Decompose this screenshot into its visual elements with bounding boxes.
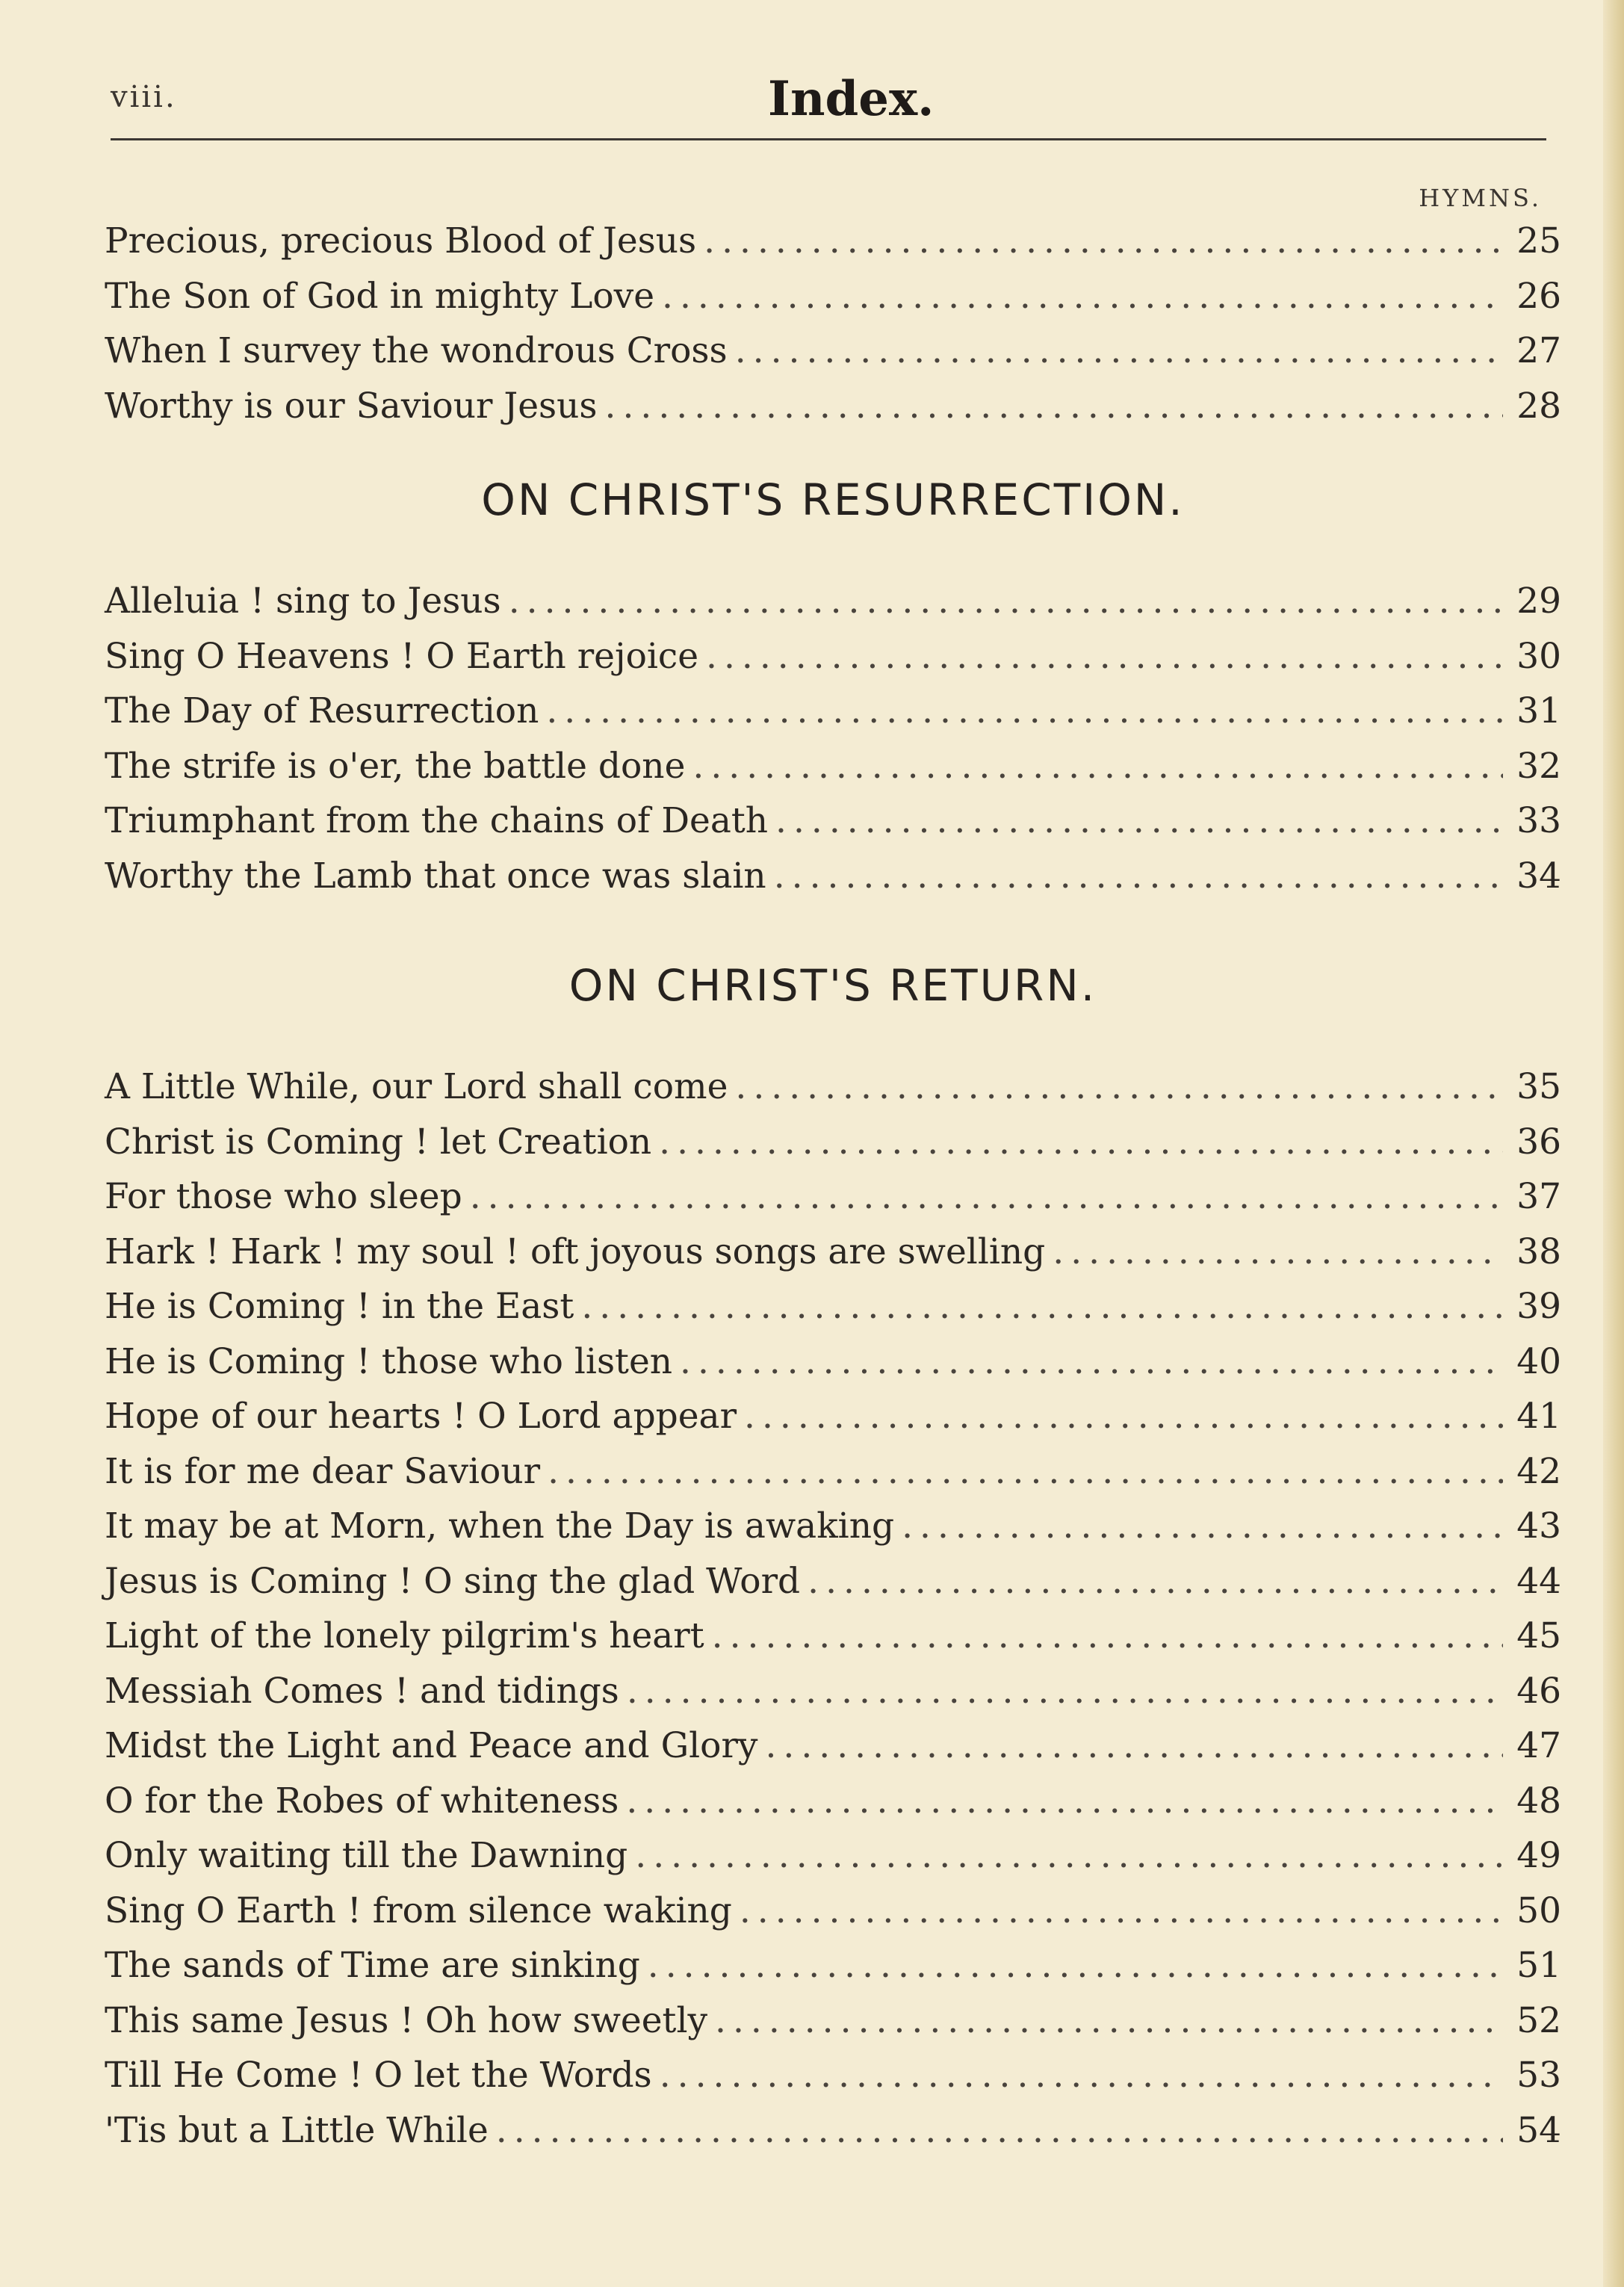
leader-dots — [765, 1718, 1503, 1774]
entry-title: When I survey the wondrous Cross — [105, 330, 728, 371]
leader-dots — [704, 214, 1503, 269]
entry-number: 25 — [1516, 220, 1561, 261]
entry-title: Till He Come ! O let the Words — [105, 2055, 652, 2096]
leader-dots — [808, 1554, 1503, 1609]
index-entry — [105, 1664, 1561, 1719]
leader-dots — [740, 1884, 1503, 1939]
index-entry — [105, 269, 1561, 324]
index-section-resurrection — [105, 574, 1561, 903]
entry-number: 31 — [1516, 690, 1561, 731]
entry-number: 43 — [1516, 1505, 1561, 1547]
entry-number: 33 — [1516, 800, 1561, 841]
leader-dots — [627, 1664, 1503, 1719]
entry-title: He is Coming ! in the East — [105, 1286, 574, 1327]
entry-number: 36 — [1516, 1121, 1561, 1163]
entry-number: 44 — [1516, 1560, 1561, 1602]
page-edge — [1603, 0, 1624, 2287]
leader-dots — [470, 1169, 1503, 1225]
entry-title: Messiah Comes ! and tidings — [105, 1670, 619, 1712]
index-entry — [105, 1169, 1561, 1225]
leader-dots — [692, 739, 1503, 794]
leader-dots — [605, 379, 1503, 434]
entry-number: 39 — [1516, 1286, 1561, 1327]
entry-title: Precious, precious Blood of Jesus — [105, 220, 697, 261]
index-entry — [105, 1774, 1561, 1829]
index-entry — [105, 324, 1561, 379]
entry-number: 32 — [1516, 745, 1561, 787]
entry-title: Sing O Earth ! from silence waking — [105, 1890, 732, 1931]
entry-title: Hope of our hearts ! O Lord appear — [105, 1396, 737, 1437]
index-entry — [105, 1609, 1561, 1664]
entry-number: 38 — [1516, 1231, 1561, 1272]
index-entry — [105, 574, 1561, 629]
entry-title: 'Tis but a Little While — [105, 2109, 489, 2151]
entry-number: 42 — [1516, 1450, 1561, 1492]
header-rule — [111, 138, 1546, 140]
index-entry — [105, 629, 1561, 684]
entry-number: 48 — [1516, 1780, 1561, 1822]
index-entry — [105, 2103, 1561, 2158]
leader-dots — [774, 849, 1503, 904]
index-entry — [105, 1884, 1561, 1939]
index-section-return — [105, 1059, 1561, 2158]
page-title: Index. — [768, 71, 935, 127]
index-entry — [105, 2048, 1561, 2103]
entry-number: 37 — [1516, 1176, 1561, 1217]
entry-number: 49 — [1516, 1835, 1561, 1876]
entry-number: 50 — [1516, 1890, 1561, 1931]
entry-number: 28 — [1516, 385, 1561, 427]
leader-dots — [775, 793, 1503, 849]
entry-title: Sing O Heavens ! O Earth rejoice — [105, 635, 699, 677]
section-heading-return: ON CHRIST'S RETURN. — [568, 960, 1097, 1011]
leader-dots — [735, 1059, 1503, 1115]
entry-title: Worthy is our Saviour Jesus — [105, 385, 598, 427]
entry-title: Midst the Light and Peace and Glory — [105, 1725, 758, 1766]
entry-number: 40 — [1516, 1340, 1561, 1382]
entry-number: 53 — [1516, 2055, 1561, 2096]
page-number: viii. — [111, 80, 177, 114]
leader-dots — [648, 1938, 1503, 1993]
column-label: HYMNS. — [1419, 184, 1542, 212]
entry-number: 26 — [1516, 275, 1561, 317]
entry-title: O for the Robes of whiteness — [105, 1780, 619, 1822]
index-entry — [105, 793, 1561, 849]
leader-dots — [706, 629, 1503, 684]
leader-dots — [548, 1444, 1503, 1500]
leader-dots — [662, 269, 1503, 324]
leader-dots — [626, 1774, 1503, 1829]
index-entry — [105, 1444, 1561, 1500]
entry-number: 46 — [1516, 1670, 1561, 1712]
entry-title: It is for me dear Saviour — [105, 1450, 541, 1492]
entry-title: This same Jesus ! Oh how sweetly — [105, 1999, 708, 2041]
index-entry — [105, 1225, 1561, 1280]
section-heading-resurrection: ON CHRIST'S RESURRECTION. — [481, 474, 1185, 525]
entry-title: Jesus is Coming ! O sing the glad Word — [105, 1560, 801, 1602]
entry-number: 52 — [1516, 1999, 1561, 2041]
entry-number: 41 — [1516, 1396, 1561, 1437]
index-entry — [105, 1389, 1561, 1444]
entry-title: For those who sleep — [105, 1176, 462, 1217]
index-entry — [105, 1334, 1561, 1390]
entry-number: 35 — [1516, 1066, 1561, 1107]
leader-dots — [546, 684, 1503, 739]
index-entry — [105, 1828, 1561, 1884]
index-entry — [105, 1938, 1561, 1993]
leader-dots — [509, 574, 1503, 629]
leader-dots — [712, 1609, 1503, 1664]
index-entry — [105, 1059, 1561, 1115]
leader-dots — [660, 2048, 1503, 2103]
entry-title: Only waiting till the Dawning — [105, 1835, 628, 1876]
entry-number: 30 — [1516, 635, 1561, 677]
entry-title: Alleluia ! sing to Jesus — [105, 581, 501, 622]
index-entry — [105, 379, 1561, 434]
entry-number: 29 — [1516, 581, 1561, 622]
entry-title: A Little While, our Lord shall come — [105, 1066, 728, 1107]
leader-dots — [744, 1389, 1503, 1444]
entry-number: 47 — [1516, 1725, 1561, 1766]
leader-dots — [581, 1279, 1503, 1334]
index-section-continued — [105, 214, 1561, 433]
entry-title: The Day of Resurrection — [105, 690, 539, 731]
entry-number: 27 — [1516, 330, 1561, 371]
entry-title: Worthy the Lamb that once was slain — [105, 855, 766, 897]
page-header — [111, 71, 1546, 127]
entry-title: Triumphant from the chains of Death — [105, 800, 769, 841]
index-entry — [105, 849, 1561, 904]
entry-title: The strife is o'er, the battle done — [105, 745, 686, 787]
entry-title: The Son of God in mighty Love — [105, 275, 655, 317]
index-entry — [105, 1499, 1561, 1554]
entry-number: 54 — [1516, 2109, 1561, 2151]
index-entry — [105, 1554, 1561, 1609]
leader-dots — [659, 1115, 1503, 1170]
leader-dots — [496, 2103, 1503, 2158]
entry-title: The sands of Time are sinking — [105, 1945, 640, 1986]
index-entry — [105, 1115, 1561, 1170]
entry-number: 34 — [1516, 855, 1561, 897]
index-entry — [105, 214, 1561, 269]
leader-dots — [735, 324, 1503, 379]
index-entry — [105, 1718, 1561, 1774]
entry-title: He is Coming ! those who listen — [105, 1340, 673, 1382]
index-entry — [105, 684, 1561, 739]
leader-dots — [635, 1828, 1503, 1884]
leader-dots — [1053, 1225, 1503, 1280]
index-entry — [105, 1993, 1561, 2049]
entry-title: Hark ! Hark ! my soul ! oft joyous songs are swelling — [105, 1231, 1046, 1272]
leader-dots — [902, 1499, 1503, 1554]
entry-number: 51 — [1516, 1945, 1561, 1986]
entry-title: Light of the lonely pilgrim's heart — [105, 1615, 704, 1656]
entry-title: It may be at Morn, when the Day is awaking — [105, 1505, 895, 1547]
index-entry — [105, 739, 1561, 794]
leader-dots — [680, 1334, 1503, 1390]
leader-dots — [715, 1993, 1503, 2049]
entry-number: 45 — [1516, 1615, 1561, 1656]
entry-title: Christ is Coming ! let Creation — [105, 1121, 652, 1163]
index-entry — [105, 1279, 1561, 1334]
